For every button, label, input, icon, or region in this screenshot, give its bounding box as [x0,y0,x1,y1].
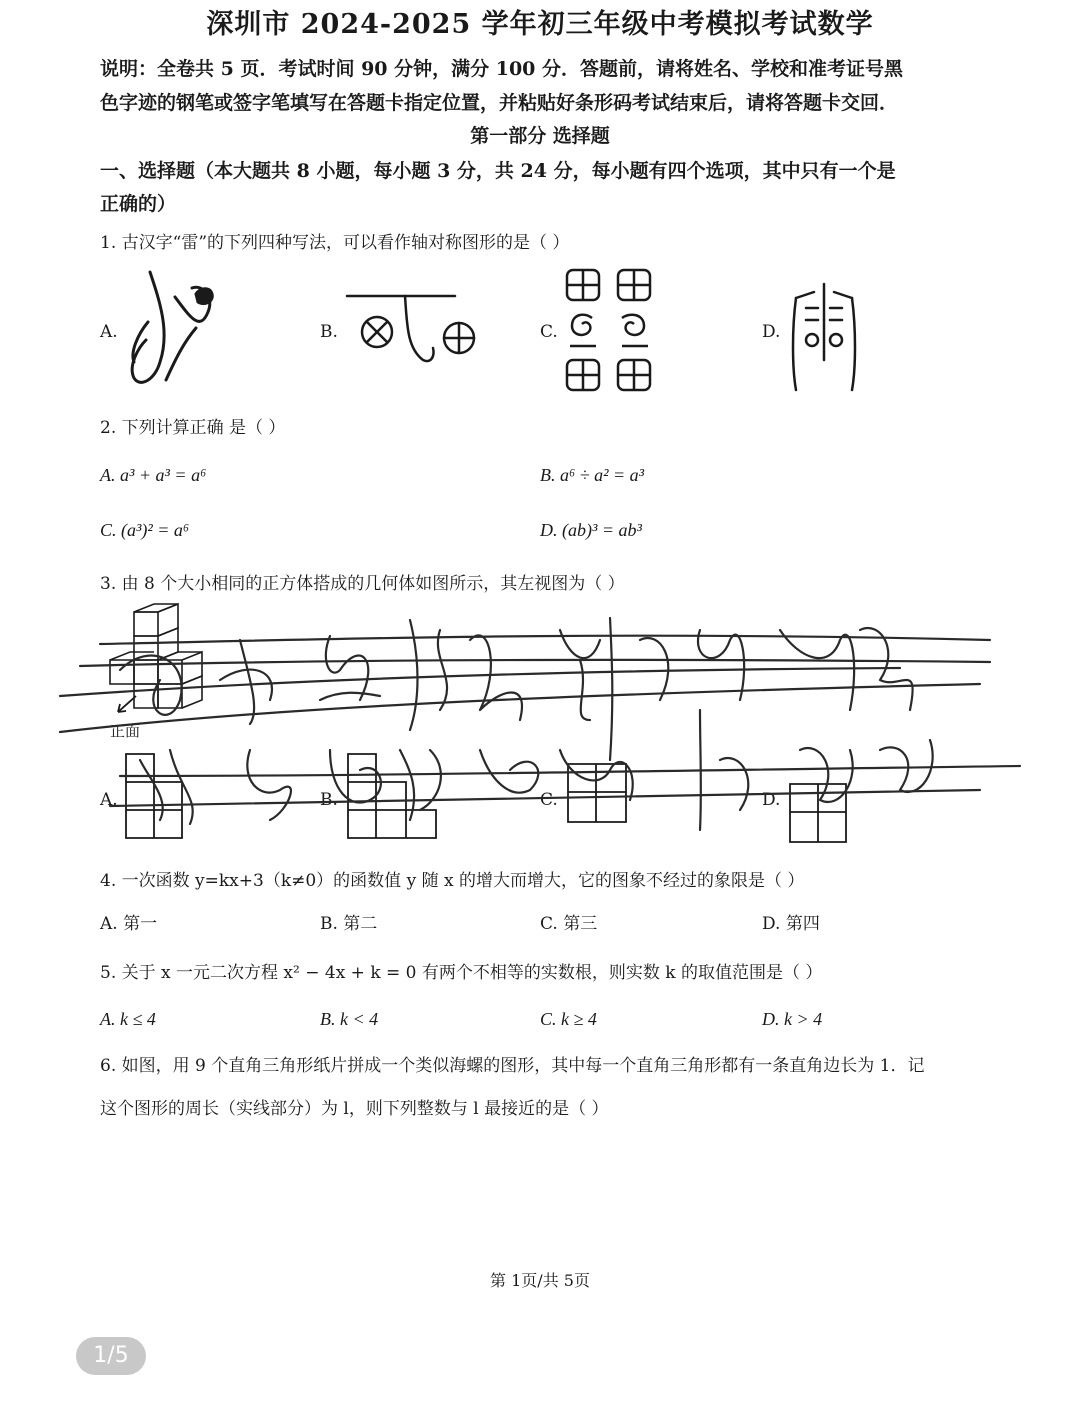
q4-option-a: A. 第一 [100,914,158,934]
part-heading: 第一部分 选择题 [470,125,610,147]
q4-option-d: D. 第四 [762,914,820,934]
q1-option-d-label: D. [762,322,781,342]
q5-option-d: D. k > 4 [762,1009,823,1029]
handwritten-scribble-overlay [0,600,1080,840]
ancient-glyph-d-image [788,278,860,394]
question-5-stem: 5. 关于 x 一元二次方程 x² − 4x + k = 0 有两个不相等的实数根，则实数 k 的取值范围是（ ） [100,963,823,983]
page-indicator-badge[interactable]: 1/5 [76,1337,146,1375]
q2-option-b: B. a⁶ ÷ a² = a³ [540,465,645,485]
q1-option-c-label: C. [540,322,558,342]
question-2-stem: 2. 下列计算正确 是（ ） [100,418,286,438]
section-heading-line-1: 一、选择题（本大题共 8 小题，每小题 3 分，共 24 分，每小题有四个选项，其中只有一个是 [100,160,896,182]
q3-option-c-label: C. [540,790,558,810]
ancient-glyph-c-image [562,266,662,396]
section-heading-line-2: 正确的） [100,193,177,215]
question-1-stem: 1. 古汉字“雷”的下列四种写法，可以看作轴对称图形的是（ ） [100,233,570,253]
exam-title: 深圳市 2024-2025 学年初三年级中考模拟考试数学 [206,9,874,40]
q2-option-a: A. a³ + a³ = a⁶ [100,465,207,485]
page-footer: 第 1页/共 5页 [490,1271,590,1290]
front-view-label: 正面 [110,722,141,740]
q2-option-d: D. (ab)³ = ab³ [540,520,642,540]
q5-option-c: C. k ≥ 4 [540,1009,597,1029]
question-6-stem-line-1: 6. 如图，用 9 个直角三角形纸片拼成一个类似海螺的图形，其中每一个直角三角形都有一条直角边长为 1．记 [100,1056,925,1076]
q3-option-b-label: B. [320,790,338,810]
question-4-stem: 4. 一次函数 y=kx+3（k≠0）的函数值 y 随 x 的增大而增大，它的图象不经过的象限是（ ） [100,871,805,891]
ancient-glyph-a-image [120,262,230,394]
instructions-line-1: 说明：全卷共 5 页．考试时间 90 分钟，满分 100 分．答题前，请将姓名、学校和准考证号黑 [100,58,904,80]
q1-option-b-label: B. [320,322,338,342]
q5-option-a: A. k ≤ 4 [100,1009,156,1029]
q1-option-a-label: A. [100,322,118,342]
question-6-stem-line-2: 这个图形的周长（实线部分）为 l，则下列整数与 l 最接近的是（ ） [100,1099,609,1119]
q2-option-c: C. (a³)² = a⁶ [100,520,190,540]
instructions-line-2: 色字迹的钢笔或签字笔填写在答题卡指定位置，并粘贴好条形码考试结束后，请将答题卡交回． [100,92,899,114]
q3-option-d-label: D. [762,790,781,810]
q5-option-b: B. k < 4 [320,1009,379,1029]
q3-option-a-label: A. [100,790,118,810]
question-3-stem: 3. 由 8 个大小相同的正方体搭成的几何体如图所示，其左视图为（ ） [100,574,625,594]
q4-option-c: C. 第三 [540,914,598,934]
q4-option-b: B. 第二 [320,914,378,934]
ancient-glyph-b-image [345,290,485,370]
